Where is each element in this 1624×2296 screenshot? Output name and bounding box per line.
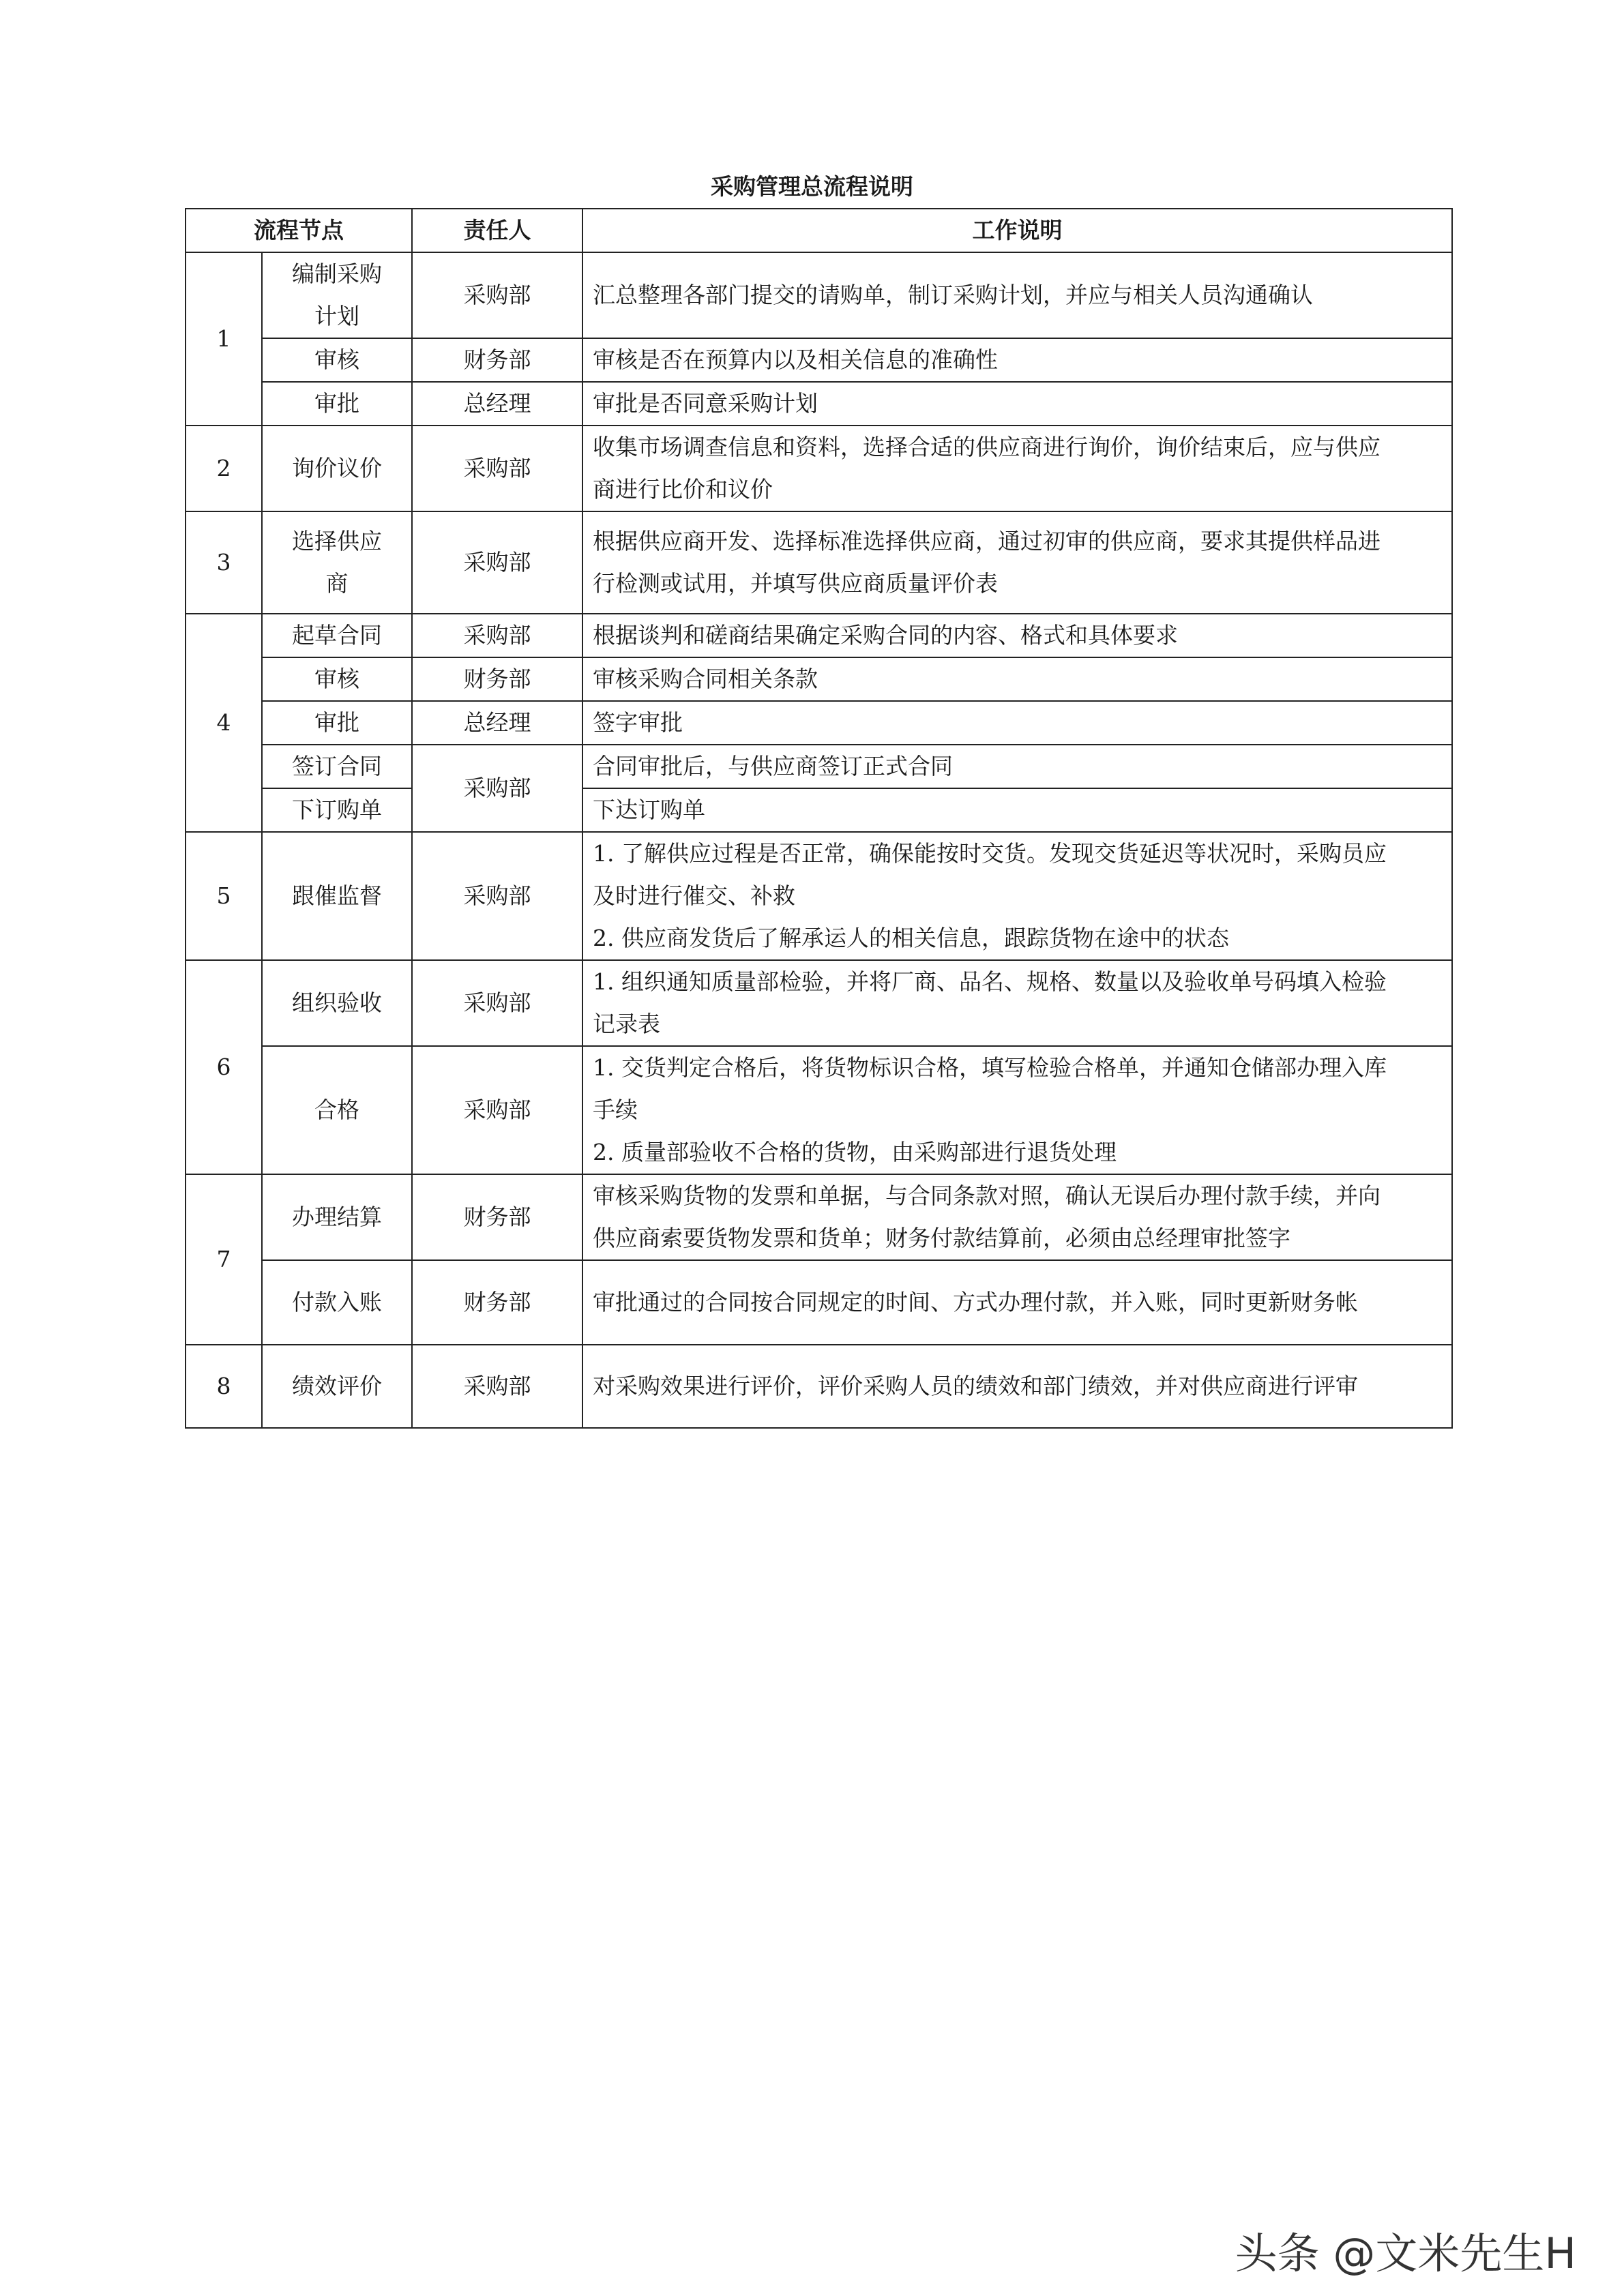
owner-cell: 财务部	[412, 1260, 582, 1345]
desc-line: 1. 了解供应过程是否正常，确保能按时交货。发现交货延迟等状况时，采购员应	[593, 840, 1387, 867]
owner-cell: 财务部	[412, 1174, 582, 1260]
step-cell: 签订合同	[262, 745, 412, 788]
document-title: 采购管理总流程说明	[711, 173, 913, 200]
desc-line: 2. 供应商发货后了解承运人的相关信息，跟踪货物在途中的状态	[593, 925, 1229, 951]
table-row	[186, 701, 1452, 745]
table-row	[186, 745, 1452, 788]
desc-cell: 对采购效果进行评价，评价采购人员的绩效和部门绩效，并对供应商进行评审	[582, 1345, 1452, 1428]
owner-cell: 采购部	[412, 1046, 582, 1174]
desc-line: 及时进行催交、补救	[593, 882, 795, 909]
owner-cell: 总经理	[412, 701, 582, 745]
table-row	[186, 1174, 1452, 1260]
desc-line: 收集市场调查信息和资料，选择合适的供应商进行询价，询价结束后，应与供应	[593, 434, 1381, 460]
owner-cell: 采购部	[412, 745, 582, 832]
step-label: 编制采购	[292, 260, 382, 287]
owner-cell: 采购部	[412, 960, 582, 1046]
owner-cell: 采购部	[412, 252, 582, 338]
step-cell: 审核	[262, 338, 412, 382]
desc-cell	[582, 832, 1452, 960]
owner-cell: 采购部	[412, 832, 582, 960]
step-cell: 询价议价	[262, 426, 412, 511]
step-cell: 起草合同	[262, 614, 412, 657]
step-cell: 下订购单	[262, 788, 412, 832]
owner-cell: 采购部	[412, 426, 582, 511]
table-row	[186, 1345, 1452, 1428]
desc-line: 1. 交货判定合格后，将货物标识合格，填写检验合格单，并通知仓储部办理入库	[593, 1054, 1387, 1081]
stage-number: 8	[186, 1345, 262, 1428]
desc-cell: 合同审批后，与供应商签订正式合同	[582, 745, 1452, 788]
step-cell: 合格	[262, 1046, 412, 1174]
table-row	[186, 252, 1452, 338]
table-row	[186, 511, 1452, 614]
stage-number: 2	[186, 426, 262, 511]
table-row	[186, 832, 1452, 960]
desc-line: 行检测或试用，并填写供应商质量评价表	[593, 570, 998, 597]
step-cell: 办理结算	[262, 1174, 412, 1260]
desc-line: 商进行比价和议价	[593, 476, 773, 503]
step-cell: 审批	[262, 701, 412, 745]
desc-line: 根据供应商开发、选择标准选择供应商，通过初审的供应商，要求其提供样品进	[593, 528, 1381, 554]
step-cell	[262, 252, 412, 338]
stage-number: 7	[186, 1174, 262, 1345]
stage-number: 4	[186, 614, 262, 832]
stage-number: 1	[186, 252, 262, 426]
table-row	[186, 614, 1452, 657]
desc-line: 手续	[593, 1097, 638, 1123]
header-node: 流程节点	[186, 209, 412, 252]
step-cell: 审批	[262, 382, 412, 426]
desc-line: 2. 质量部验收不合格的货物，由采购部进行退货处理	[593, 1139, 1117, 1165]
stage-number: 6	[186, 960, 262, 1174]
desc-line: 1. 组织通知质量部检验，并将厂商、品名、规格、数量以及验收单号码填入检验	[593, 968, 1387, 995]
step-label: 商	[325, 570, 349, 597]
desc-cell	[582, 1174, 1452, 1260]
desc-cell	[582, 960, 1452, 1046]
desc-cell: 签字审批	[582, 701, 1452, 745]
desc-line: 审核采购货物的发票和单据，与合同条款对照，确认无误后办理付款手续，并向	[593, 1182, 1381, 1209]
owner-cell: 采购部	[412, 511, 582, 614]
table-row	[186, 426, 1452, 511]
table-row	[186, 338, 1452, 382]
process-table	[185, 208, 1453, 1429]
step-cell: 绩效评价	[262, 1345, 412, 1428]
table-row	[186, 657, 1452, 701]
owner-cell: 财务部	[412, 657, 582, 701]
desc-cell	[582, 1046, 1452, 1174]
table-row	[186, 382, 1452, 426]
step-cell: 付款入账	[262, 1260, 412, 1345]
desc-cell: 审批是否同意采购计划	[582, 382, 1452, 426]
desc-cell	[582, 426, 1452, 511]
desc-line: 供应商索要货物发票和货单；财务付款结算前，必须由总经理审批签字	[593, 1225, 1290, 1251]
desc-line: 记录表	[593, 1011, 660, 1037]
desc-cell: 根据谈判和磋商结果确定采购合同的内容、格式和具体要求	[582, 614, 1452, 657]
desc-line: 汇总整理各部门提交的请购单，制订采购计划，并应与相关人员沟通确认	[593, 282, 1313, 308]
owner-cell: 采购部	[412, 1345, 582, 1428]
table-row	[186, 1046, 1452, 1174]
stage-number: 3	[186, 511, 262, 614]
table-row	[186, 788, 1452, 832]
owner-cell: 总经理	[412, 382, 582, 426]
table-row	[186, 1260, 1452, 1345]
table-header-row	[186, 209, 1452, 252]
step-label: 计划	[314, 303, 359, 329]
owner-cell: 采购部	[412, 614, 582, 657]
step-label: 选择供应	[292, 528, 382, 554]
owner-cell: 财务部	[412, 338, 582, 382]
desc-cell	[582, 511, 1452, 614]
step-cell: 组织验收	[262, 960, 412, 1046]
header-owner: 责任人	[412, 209, 582, 252]
step-cell: 跟催监督	[262, 832, 412, 960]
watermark-text: 头条 @文米先生H	[1235, 2228, 1576, 2278]
step-cell	[262, 511, 412, 614]
desc-cell: 下达订购单	[582, 788, 1452, 832]
desc-cell: 审核是否在预算内以及相关信息的准确性	[582, 338, 1452, 382]
step-cell: 审核	[262, 657, 412, 701]
table-row	[186, 960, 1452, 1046]
stage-number: 5	[186, 832, 262, 960]
desc-cell: 审批通过的合同按合同规定的时间、方式办理付款，并入账，同时更新财务帐	[582, 1260, 1452, 1345]
desc-cell: 审核采购合同相关条款	[582, 657, 1452, 701]
desc-cell	[582, 252, 1452, 338]
header-desc: 工作说明	[582, 209, 1452, 252]
